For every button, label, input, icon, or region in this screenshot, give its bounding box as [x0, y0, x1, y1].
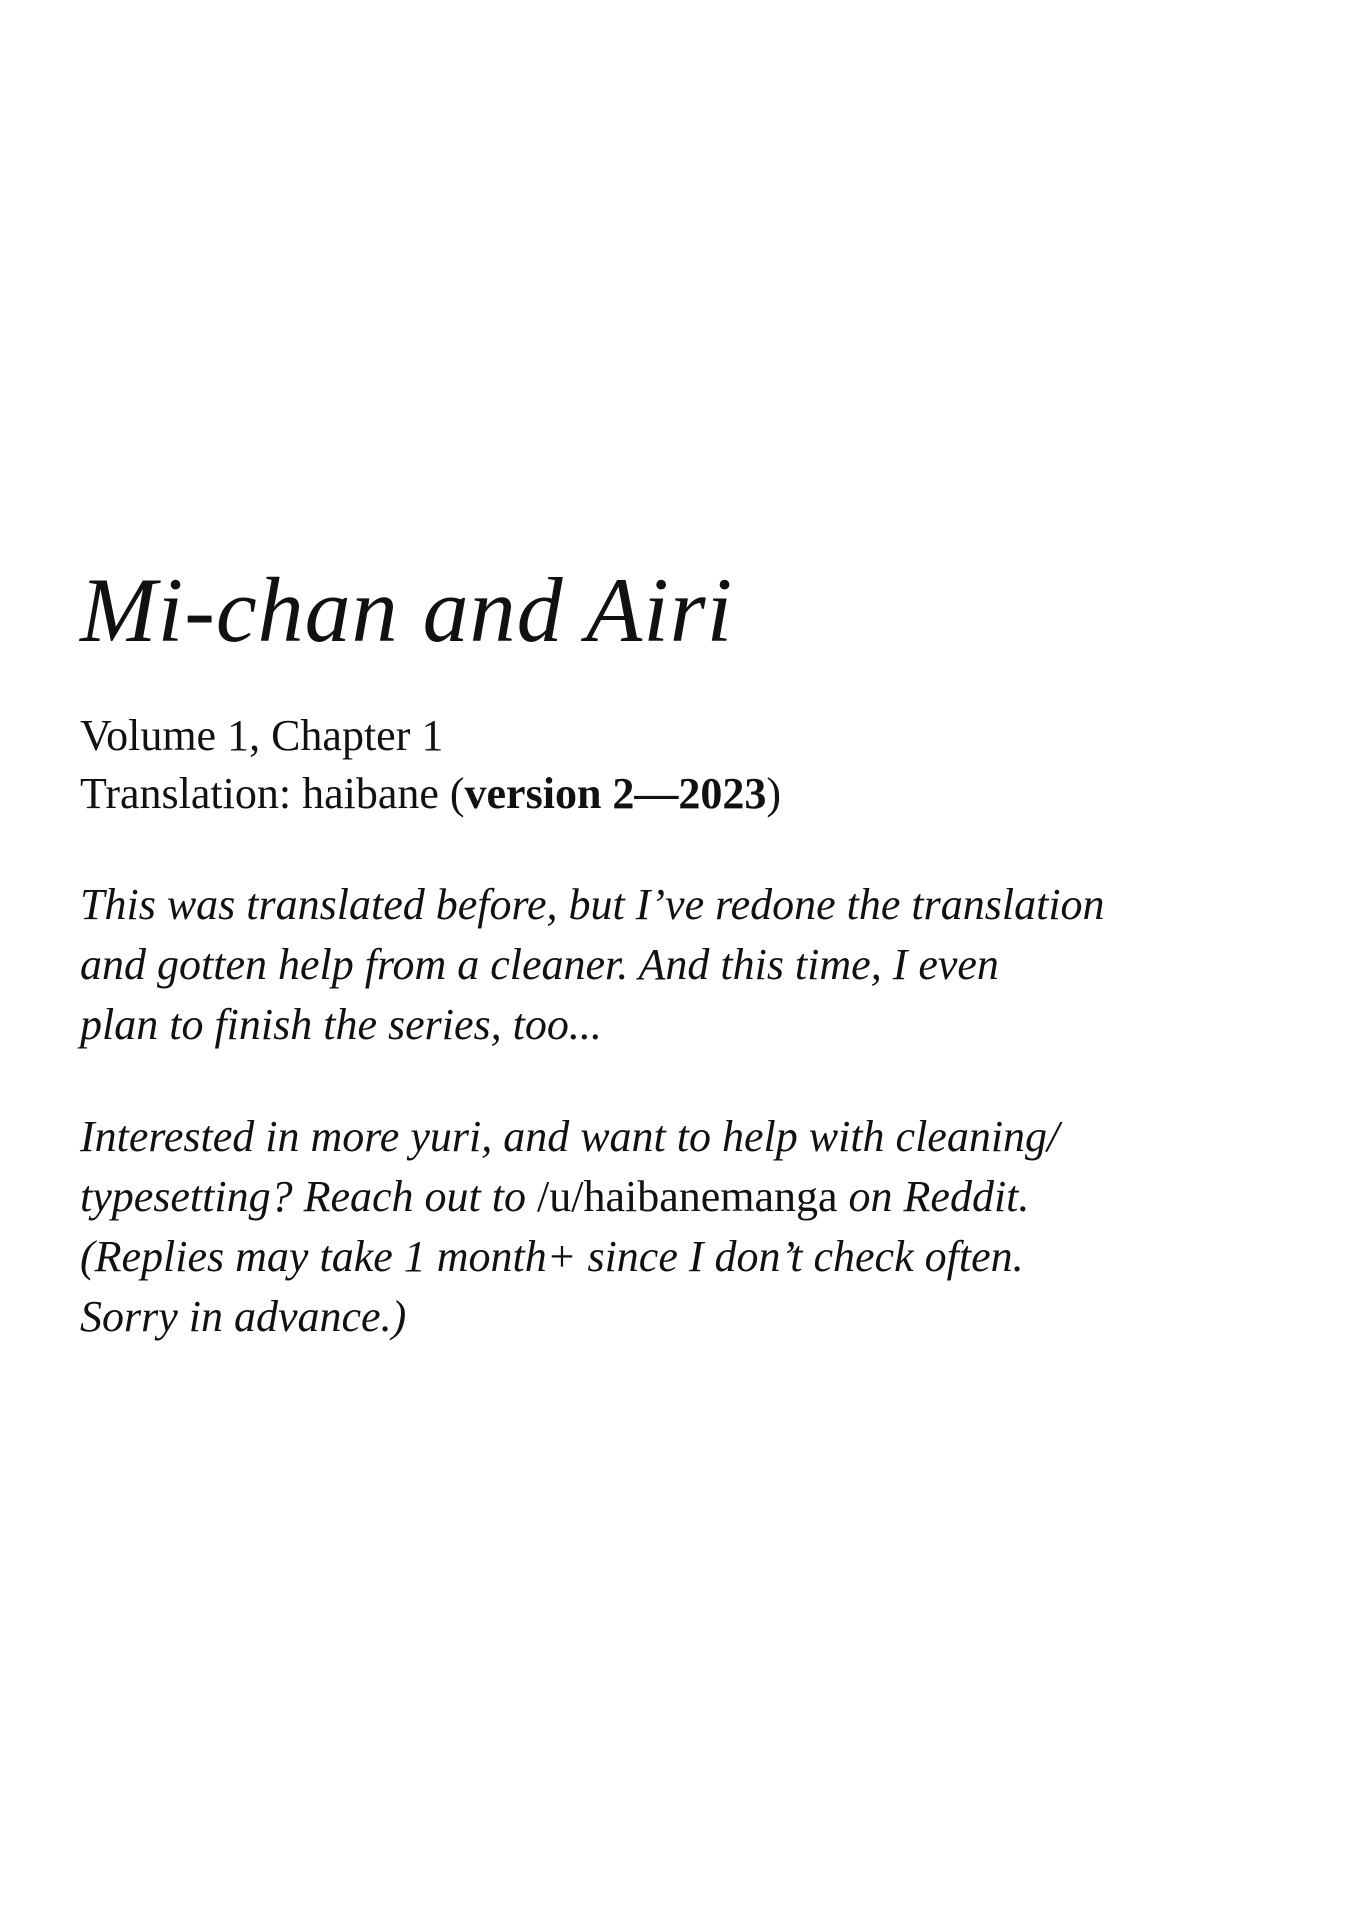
contact-suffix: on Reddit.	[837, 1172, 1030, 1222]
recruitment-note	[80, 1107, 1230, 1347]
recruitment-line: (Replies may take 1 month+ since I don’t check often.	[80, 1232, 1024, 1282]
recruitment-line: Interested in more yuri, and want to help with cleaning/	[80, 1112, 1060, 1162]
series-title: Mi-chan and Airi	[80, 559, 734, 661]
translation-prefix: Translation: haibane (	[80, 769, 465, 819]
translator-note	[80, 875, 1230, 1055]
recruitment-line: Sorry in advance.)	[80, 1292, 407, 1342]
recruitment-line-contact	[80, 1167, 1230, 1227]
translation-credit	[80, 765, 1230, 823]
release-info	[80, 707, 1230, 823]
translator-note-line: This was translated before, but I’ve redone the translation	[80, 880, 1105, 930]
translator-note-line: and gotten help from a cleaner. And this time, I even	[80, 940, 999, 990]
credits-content	[80, 560, 1230, 1347]
reddit-handle: /u/haibanemanga	[537, 1172, 838, 1222]
contact-prefix: typesetting? Reach out to	[80, 1172, 537, 1222]
translation-version: version 2—2023	[464, 769, 767, 819]
translator-note-line: plan to finish the series, too...	[80, 1000, 602, 1050]
translation-suffix: )	[766, 769, 782, 819]
volume-chapter-text: Volume 1, Chapter 1	[80, 711, 444, 761]
